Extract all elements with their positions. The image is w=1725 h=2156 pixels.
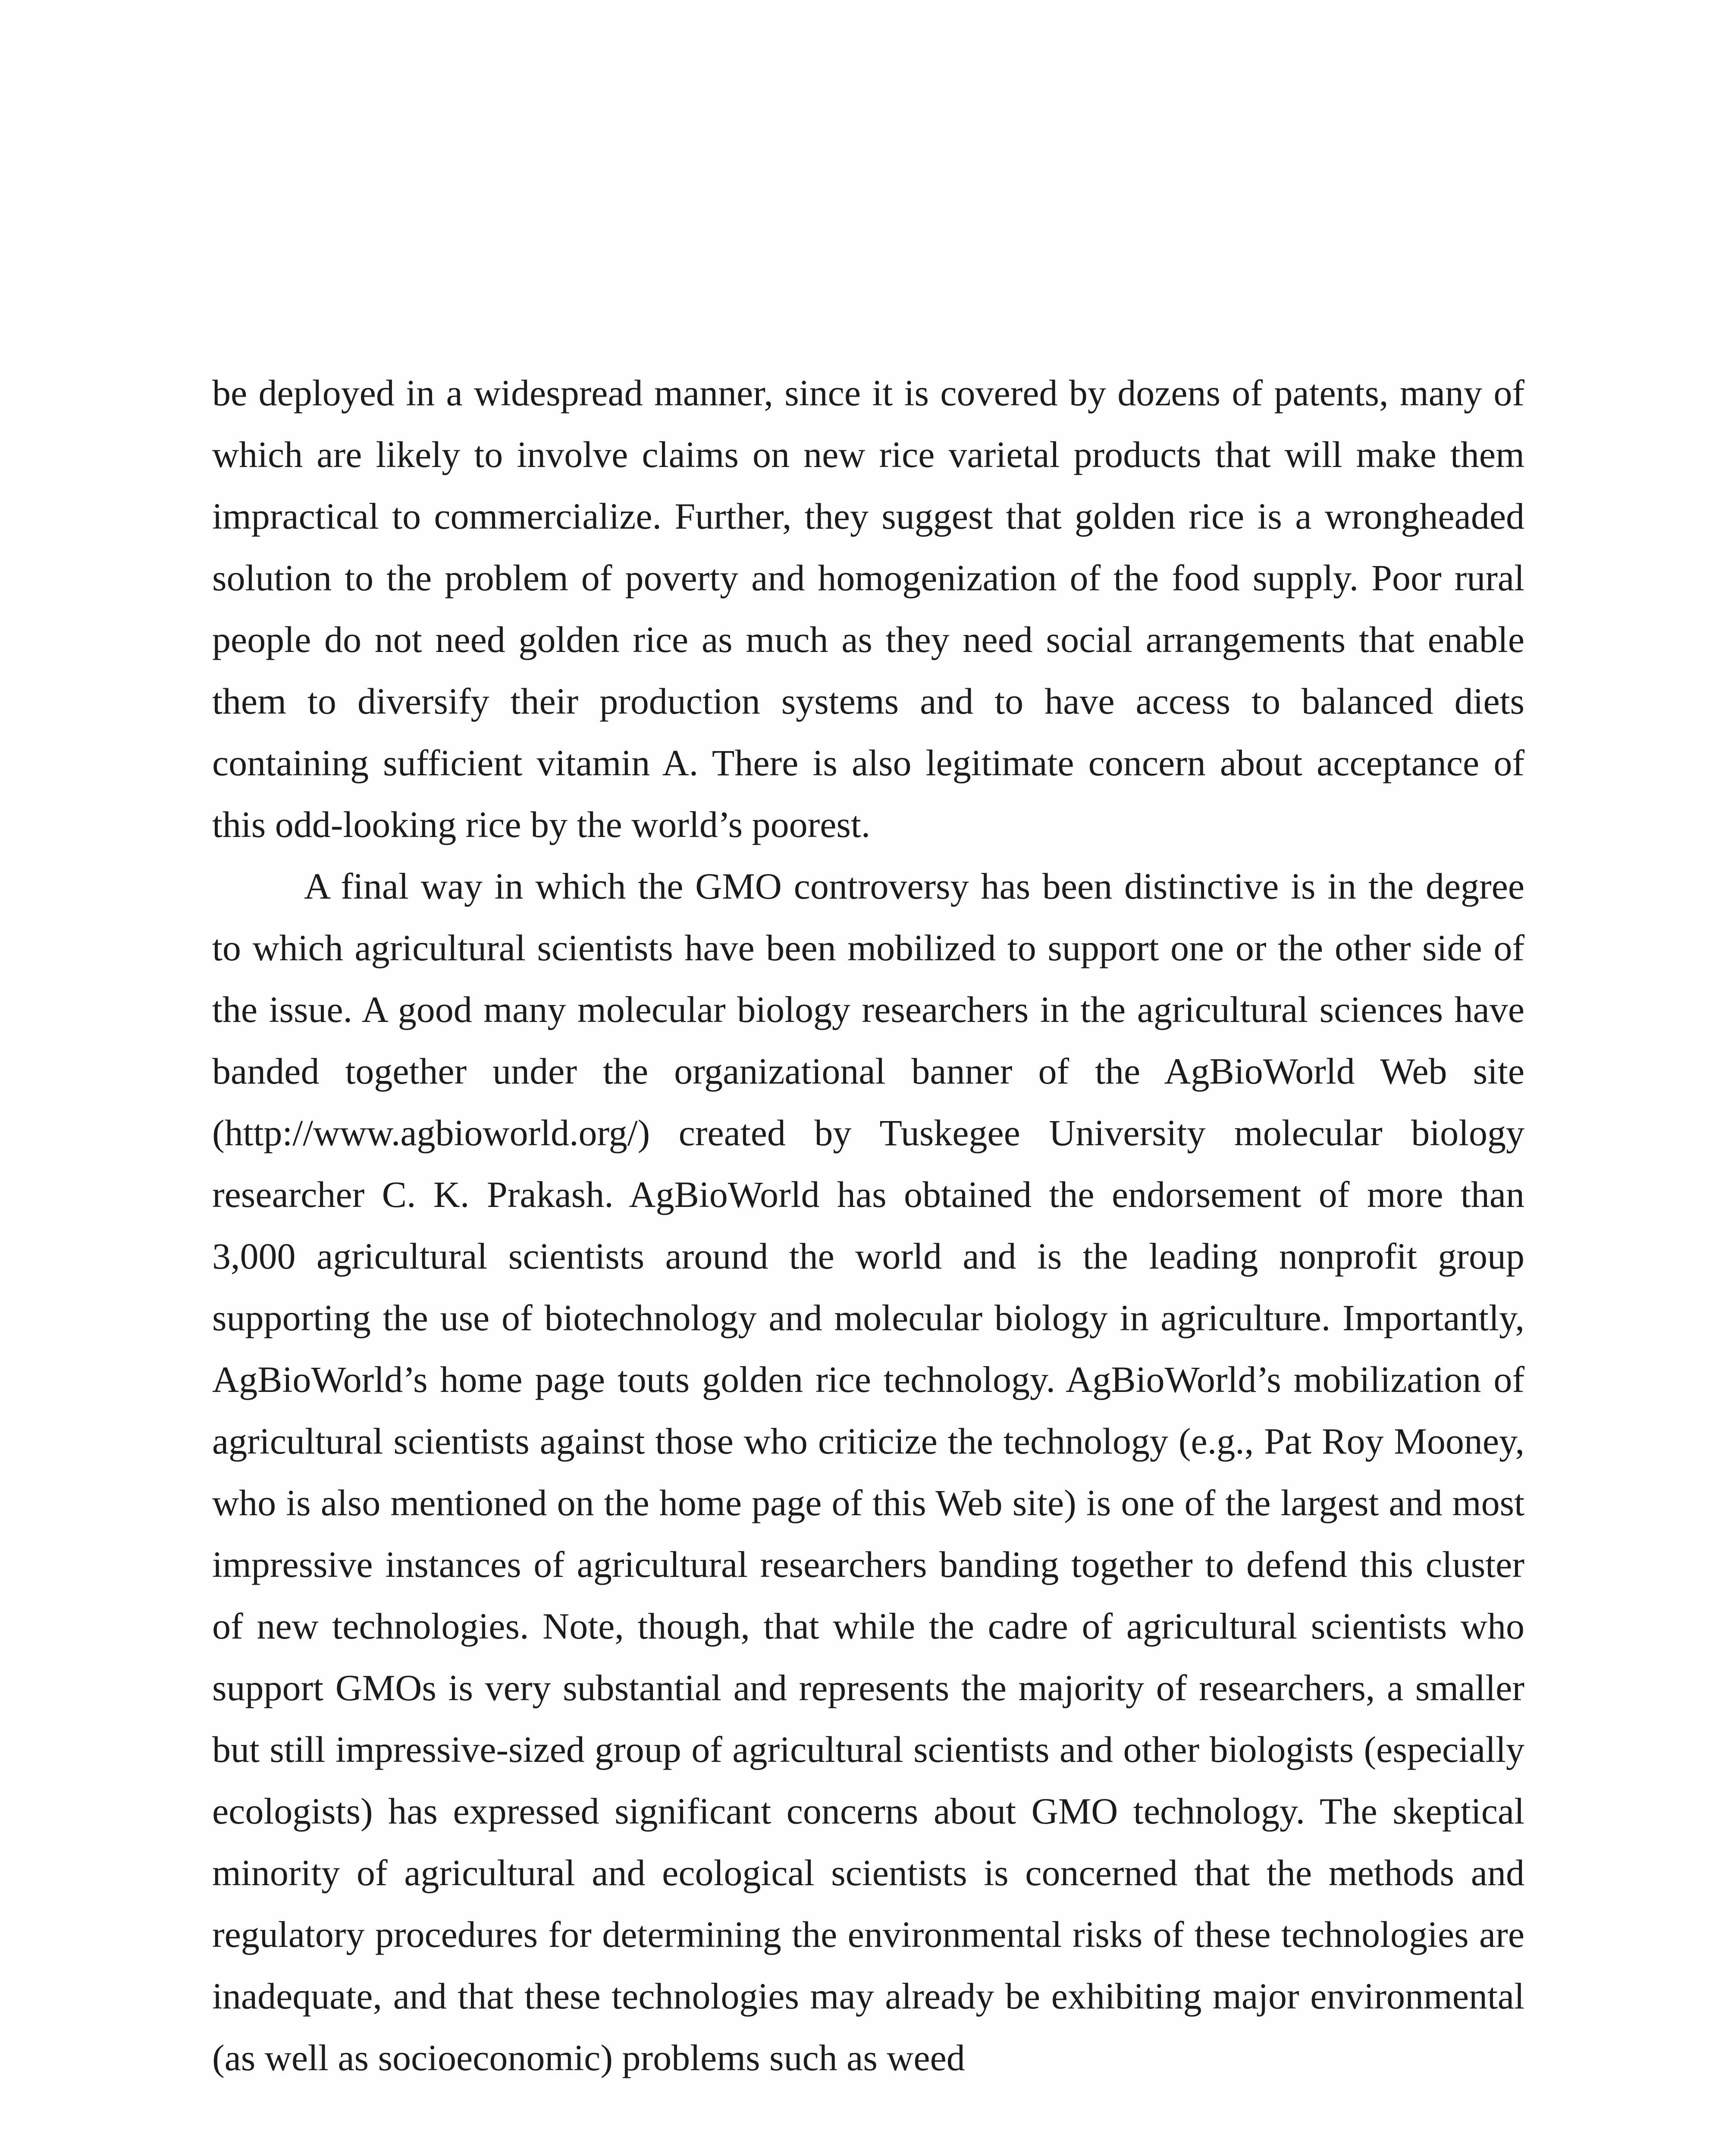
paragraph-gmo-controversy: A final way in which the GMO controversy has been distinctive is in the degree to which agricultural scientists have been mobilized to support one or the other side of the issue. A good many molecular biology researchers in the agricultural sciences have banded together under the organizational banner of the AgBioWorld Web site (http://www.agbioworld.org/) created by Tuskegee University molecular biology researcher C. K. Prakash. AgBioWorld has obtained the endorsement of more than 3,000 agricultural scientists around the world and is the leading nonprofit group supporting the use of biotechnology and molecular biology in agriculture. Importantly, AgBioWorld’s home page touts golden rice technology. AgBioWorld’s mobilization of agricultural scientists against those who criticize the technology (e.g., Pat Roy Mooney, who is also mentioned on the home page of this Web site) is one of the largest and most impressive instances of agricultural researchers banding together to defend this cluster of new technologies. Note, though, that while the cadre of agricultural scientists who support GMOs is very substantial and represents the majority of researchers, a smaller but still impressive-sized group of agricultural scientists and other biologists (especially ecologists) has expressed significant concerns about GMO technology. The skeptical minority of agricultural and ecological scientists is concerned that the methods and regulatory procedures for determining the environmental risks of these technologies are inadequate, and that these technologies may already be exhibiting major environmental (as well as socioeconomic) problems such as weed [212, 865, 1524, 2078]
paragraph-continued: be deployed in a widespread manner, since it is covered by dozens of patents, many of which are likely to involve claims on new rice varietal products that will make them impractical to commercialize. Further, they suggest that golden rice is a wrongheaded solution to the problem of poverty and homogenization of the food supply. Poor rural people do not need golden rice as much as they need social arrangements that enable them to diversify their production systems and to have access to balanced diets containing sufficient vitamin A. There is also legitimate concern about acceptance of this odd-looking rice by the world’s poorest. [212, 372, 1524, 845]
body-text [212, 362, 1524, 2089]
